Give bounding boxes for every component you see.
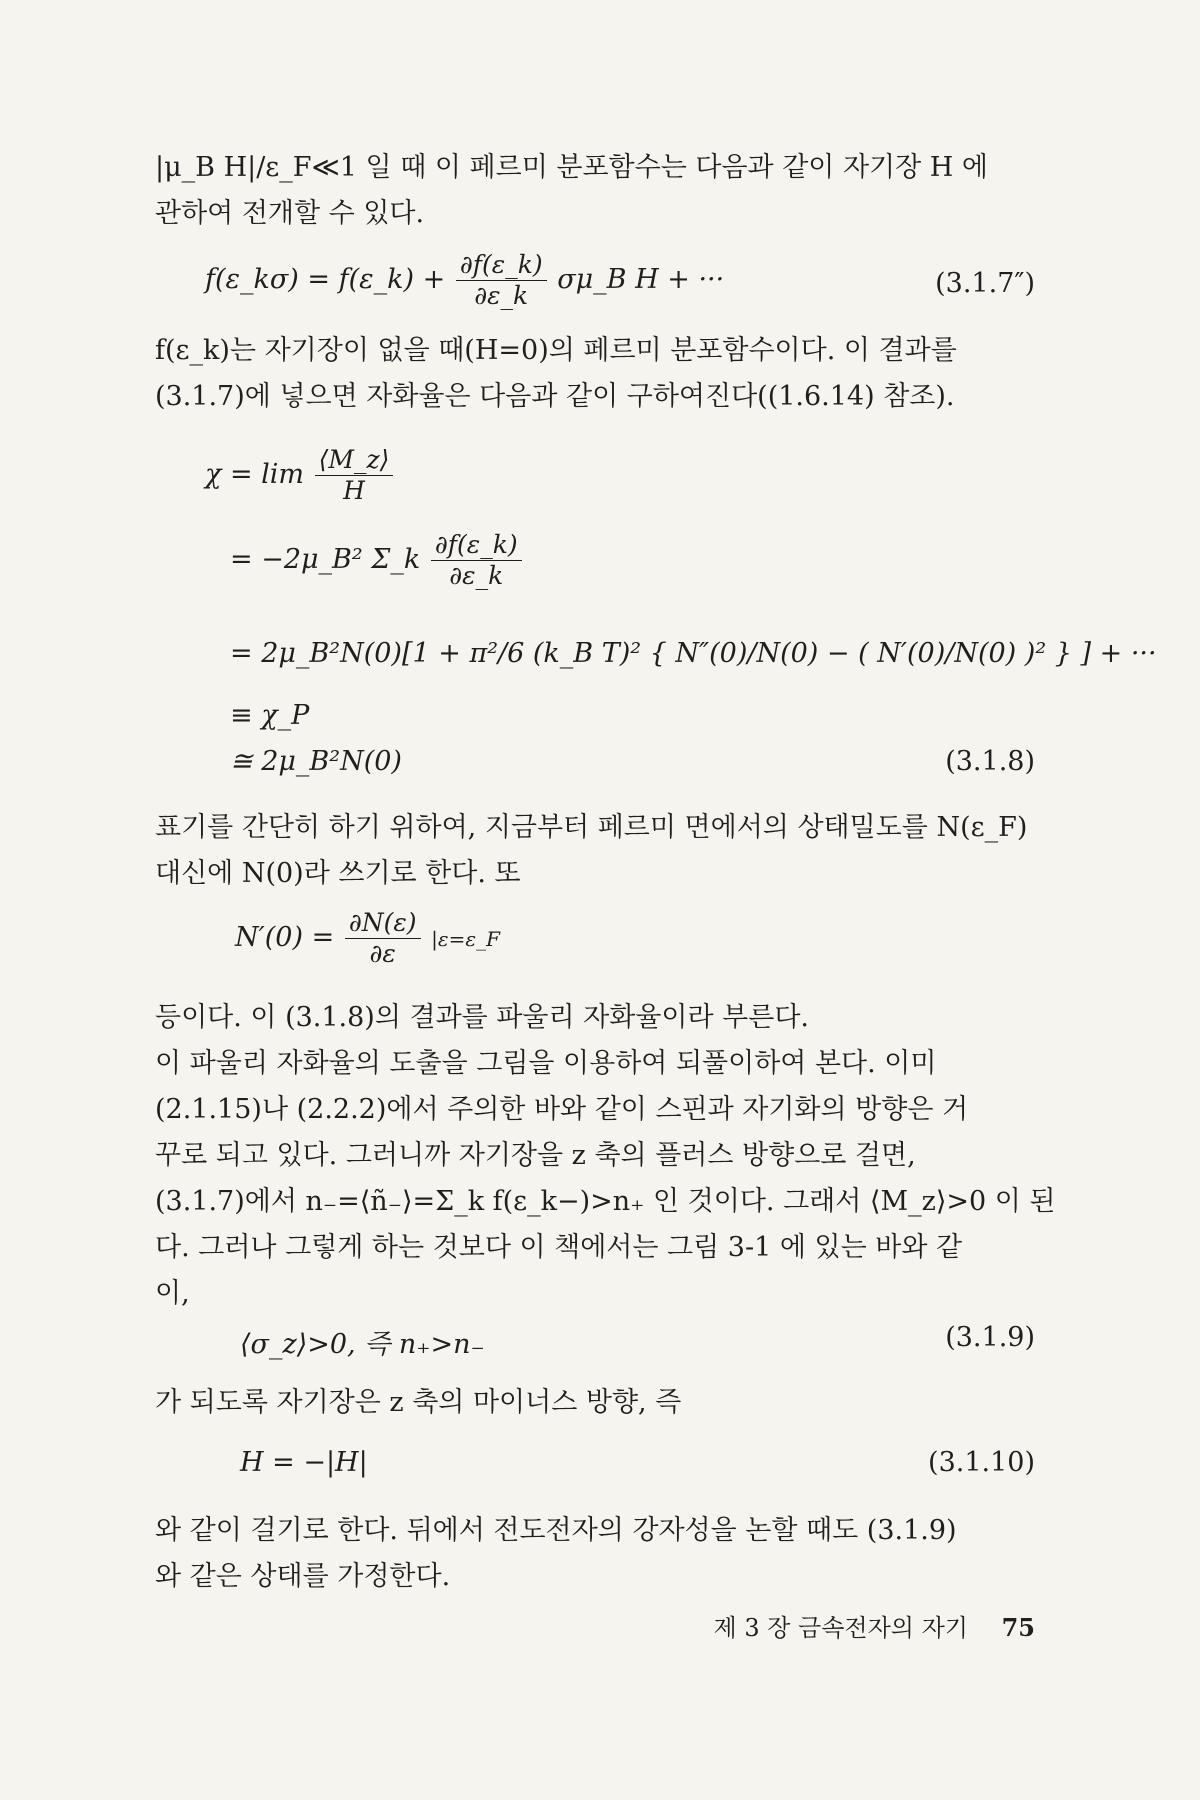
equation-3-1-8-line4: ≡ χ_P: [230, 700, 310, 731]
text-line: 대신에 N(0)라 쓰기로 한다. 또: [155, 858, 521, 889]
equation-term: = −2μ_B² Σ_k: [230, 544, 421, 575]
equation-derivative-definition: [235, 908, 500, 969]
equation-3-1-10: H = −|H|: [240, 1447, 368, 1478]
text-line: (3.1.7)에서 n₋=⟨ñ₋⟩=Σ_k f(ε_k−)>n₊ 인 것이다. 그래서 ⟨M_z⟩>0 이 된: [155, 1186, 1056, 1217]
paragraph-intro: [155, 145, 1035, 237]
equation-number: (3.1.10): [928, 1447, 1035, 1478]
paragraph-conclusion: [155, 1508, 1035, 1600]
fraction-numerator: ⟨M_z⟩: [315, 445, 394, 476]
equation-3-1-8-line2: [230, 530, 524, 591]
fraction-denominator: H: [343, 476, 365, 505]
text-line: 다. 그러나 그렇게 하는 것보다 이 책에서는 그림 3-1 에 있는 바와 같: [155, 1232, 963, 1263]
text-line: 표기를 간단히 하기 위하여, 지금부터 페르미 면에서의 상태밀도를 N(ε_F): [155, 812, 1028, 843]
equation-lhs: N′(0) =: [235, 922, 335, 953]
equation-3-1-7pp: [205, 250, 724, 311]
paragraph-pauli: [155, 995, 1056, 1317]
paragraph-notation: [155, 805, 1035, 897]
equation-3-1-9: ⟨σ_z⟩>0, 즉 n₊>n₋: [240, 1329, 485, 1360]
paragraph-field-direction: [155, 1380, 1035, 1426]
text-line: 와 같이 걸기로 한다. 뒤에서 전도전자의 강자성을 논할 때도 (3.1.9): [155, 1515, 957, 1546]
text-line: 꾸로 되고 있다. 그러니까 자기장을 z 축의 플러스 방향으로 걸면,: [155, 1140, 916, 1171]
fraction-numerator: ∂f(ε_k): [431, 530, 522, 561]
text-line: 등이다. 이 (3.1.8)의 결과를 파울리 자화율이라 부른다.: [155, 1002, 809, 1033]
fraction-denominator: ∂ε_k: [449, 561, 504, 590]
evaluation-bar: |ε=ε_F: [431, 927, 500, 951]
equation-number: (3.1.9): [945, 1322, 1035, 1353]
fraction-denominator: ∂ε_k: [474, 281, 529, 310]
text-line: 와 같은 상태를 가정한다.: [155, 1561, 451, 1592]
fraction: [431, 530, 522, 591]
paragraph-substitution: [155, 328, 1035, 420]
text-line: f(ε_k)는 자기장이 없을 때(H=0)의 페르미 분포함수이다. 이 결과를: [155, 335, 957, 366]
fraction: [456, 250, 547, 311]
equation-3-1-8-line1: [205, 445, 395, 506]
equation-lhs: f(ε_kσ) = f(ε_k) +: [205, 264, 446, 295]
page-footer: [714, 1608, 1036, 1643]
equation-lhs: χ = lim: [205, 459, 305, 490]
fraction: [345, 908, 421, 969]
fraction: [315, 445, 394, 506]
text-line: 이,: [155, 1278, 190, 1309]
text-line: (2.1.15)나 (2.2.2)에서 주의한 바와 같이 스핀과 자기화의 방향은 거: [155, 1094, 969, 1125]
equation-rhs: σμ_B H + ···: [557, 264, 725, 295]
page-number: 75: [1001, 1613, 1035, 1642]
equation-number: (3.1.7″): [935, 268, 1035, 299]
text-line: 관하여 전개할 수 있다.: [155, 198, 425, 229]
text-line: |μ_B H|/ε_F≪1 일 때 이 페르미 분포함수는 다음과 같이 자기장 H 에: [155, 152, 988, 183]
fraction-numerator: ∂N(ε): [345, 908, 421, 939]
chapter-title: 제 3 장 금속전자의 자기: [713, 1614, 968, 1642]
text-line: (3.1.7)에 넣으면 자화율은 다음과 같이 구하여진다((1.6.14) 참조).: [155, 381, 955, 412]
text-line: 이 파울리 자화율의 도출을 그림을 이용하여 되풀이하여 본다. 이미: [155, 1048, 937, 1079]
equation-number: (3.1.8): [945, 746, 1035, 777]
equation-3-1-8-line5: ≅ 2μ_B²N(0): [230, 746, 402, 777]
text-line: 가 되도록 자기장은 z 축의 마이너스 방향, 즉: [155, 1387, 682, 1418]
fraction-numerator: ∂f(ε_k): [456, 250, 547, 281]
fraction-denominator: ∂ε: [369, 939, 396, 968]
equation-3-1-8-line3: = 2μ_B²N(0)[1 + π²/6 (k_B T)² { N″(0)/N(0) − ( N′(0)/N(0) )² } ] + ···: [230, 638, 1157, 669]
